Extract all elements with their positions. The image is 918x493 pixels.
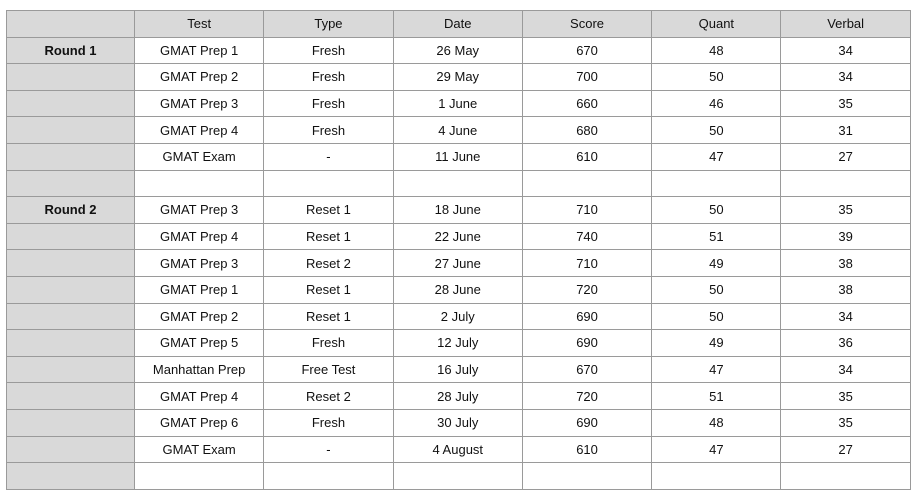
cell-type[interactable]: Reset 2 bbox=[264, 250, 393, 277]
row-label-cell[interactable] bbox=[7, 90, 135, 117]
cell-verbal[interactable]: 27 bbox=[781, 436, 910, 463]
cell-quant[interactable]: 50 bbox=[652, 276, 781, 303]
cell-verbal[interactable] bbox=[781, 463, 910, 490]
row-label-cell[interactable]: Round 2 bbox=[7, 197, 135, 224]
cell-date[interactable]: 12 July bbox=[393, 330, 522, 357]
cell-score[interactable]: 690 bbox=[522, 409, 651, 436]
cell-date[interactable]: 28 June bbox=[393, 276, 522, 303]
row-label-cell[interactable] bbox=[7, 356, 135, 383]
table-row bbox=[7, 143, 911, 170]
cell-test[interactable]: GMAT Prep 1 bbox=[135, 276, 264, 303]
table-row bbox=[7, 90, 911, 117]
scores-table bbox=[6, 10, 911, 490]
cell-score[interactable]: 740 bbox=[522, 223, 651, 250]
header-cell-verbal[interactable]: Verbal bbox=[781, 11, 910, 38]
cell-score[interactable] bbox=[522, 463, 651, 490]
cell-score[interactable]: 710 bbox=[522, 250, 651, 277]
cell-quant[interactable]: 47 bbox=[652, 436, 781, 463]
table-row bbox=[7, 250, 911, 277]
cell-score[interactable]: 690 bbox=[522, 303, 651, 330]
cell-date[interactable]: 1 June bbox=[393, 90, 522, 117]
cell-date[interactable] bbox=[393, 170, 522, 197]
cell-date[interactable]: 30 July bbox=[393, 409, 522, 436]
cell-type[interactable]: Fresh bbox=[264, 330, 393, 357]
row-label-cell[interactable] bbox=[7, 383, 135, 410]
cell-type[interactable]: Reset 1 bbox=[264, 303, 393, 330]
cell-verbal[interactable]: 34 bbox=[781, 37, 910, 64]
cell-verbal[interactable] bbox=[781, 170, 910, 197]
row-label-cell[interactable] bbox=[7, 330, 135, 357]
cell-verbal[interactable]: 31 bbox=[781, 117, 910, 144]
cell-test[interactable]: GMAT Prep 4 bbox=[135, 117, 264, 144]
cell-quant[interactable]: 47 bbox=[652, 356, 781, 383]
cell-verbal[interactable]: 34 bbox=[781, 64, 910, 91]
row-label-cell[interactable] bbox=[7, 117, 135, 144]
cell-quant[interactable]: 51 bbox=[652, 383, 781, 410]
cell-test[interactable]: GMAT Exam bbox=[135, 436, 264, 463]
cell-verbal[interactable]: 38 bbox=[781, 276, 910, 303]
cell-date[interactable]: 27 June bbox=[393, 250, 522, 277]
cell-quant[interactable]: 50 bbox=[652, 303, 781, 330]
cell-type[interactable]: - bbox=[264, 143, 393, 170]
cell-verbal[interactable]: 35 bbox=[781, 90, 910, 117]
cell-date[interactable]: 11 June bbox=[393, 143, 522, 170]
cell-verbal[interactable]: 36 bbox=[781, 330, 910, 357]
cell-quant[interactable]: 47 bbox=[652, 143, 781, 170]
cell-test[interactable]: GMAT Prep 4 bbox=[135, 223, 264, 250]
cell-type[interactable]: Reset 1 bbox=[264, 223, 393, 250]
cell-date[interactable]: 28 July bbox=[393, 383, 522, 410]
header-cell-score[interactable]: Score bbox=[522, 11, 651, 38]
row-label-cell[interactable] bbox=[7, 436, 135, 463]
cell-date[interactable]: 26 May bbox=[393, 37, 522, 64]
header-cell-corner[interactable] bbox=[7, 11, 135, 38]
cell-test[interactable]: GMAT Prep 1 bbox=[135, 37, 264, 64]
row-label-cell[interactable] bbox=[7, 463, 135, 490]
table-row bbox=[7, 223, 911, 250]
cell-verbal[interactable]: 35 bbox=[781, 383, 910, 410]
header-row bbox=[7, 11, 911, 38]
cell-test[interactable]: GMAT Prep 2 bbox=[135, 64, 264, 91]
cell-date[interactable]: 29 May bbox=[393, 64, 522, 91]
row-label-cell[interactable] bbox=[7, 250, 135, 277]
table-row bbox=[7, 37, 911, 64]
table-row bbox=[7, 197, 911, 224]
cell-score[interactable] bbox=[522, 170, 651, 197]
cell-test[interactable]: GMAT Prep 3 bbox=[135, 90, 264, 117]
cell-date[interactable]: 18 June bbox=[393, 197, 522, 224]
cell-score[interactable]: 710 bbox=[522, 197, 651, 224]
cell-quant[interactable]: 50 bbox=[652, 117, 781, 144]
cell-test[interactable]: GMAT Exam bbox=[135, 143, 264, 170]
cell-date[interactable]: 4 June bbox=[393, 117, 522, 144]
cell-test[interactable]: GMAT Prep 3 bbox=[135, 250, 264, 277]
row-label-cell[interactable] bbox=[7, 223, 135, 250]
cell-verbal[interactable]: 34 bbox=[781, 356, 910, 383]
cell-type[interactable]: Fresh bbox=[264, 64, 393, 91]
cell-type[interactable]: Fresh bbox=[264, 90, 393, 117]
cell-quant[interactable]: 48 bbox=[652, 37, 781, 64]
cell-verbal[interactable]: 35 bbox=[781, 197, 910, 224]
table-row bbox=[7, 383, 911, 410]
cell-date[interactable]: 22 June bbox=[393, 223, 522, 250]
cell-date[interactable] bbox=[393, 463, 522, 490]
cell-verbal[interactable]: 27 bbox=[781, 143, 910, 170]
cell-quant[interactable]: 50 bbox=[652, 64, 781, 91]
row-label-cell[interactable]: Round 1 bbox=[7, 37, 135, 64]
cell-score[interactable]: 720 bbox=[522, 276, 651, 303]
cell-date[interactable]: 16 July bbox=[393, 356, 522, 383]
header-cell-quant[interactable]: Quant bbox=[652, 11, 781, 38]
row-label-cell[interactable] bbox=[7, 303, 135, 330]
cell-score[interactable]: 700 bbox=[522, 64, 651, 91]
table-row bbox=[7, 330, 911, 357]
table-row bbox=[7, 64, 911, 91]
cell-verbal[interactable]: 38 bbox=[781, 250, 910, 277]
cell-verbal[interactable]: 34 bbox=[781, 303, 910, 330]
cell-quant[interactable]: 51 bbox=[652, 223, 781, 250]
cell-test[interactable]: GMAT Prep 2 bbox=[135, 303, 264, 330]
table-row bbox=[7, 170, 911, 197]
table-row bbox=[7, 117, 911, 144]
cell-type[interactable] bbox=[264, 170, 393, 197]
spreadsheet bbox=[6, 10, 910, 490]
row-label-cell[interactable] bbox=[7, 64, 135, 91]
cell-score[interactable]: 670 bbox=[522, 356, 651, 383]
cell-type[interactable]: Fresh bbox=[264, 117, 393, 144]
cell-type[interactable]: Fresh bbox=[264, 409, 393, 436]
cell-score[interactable]: 720 bbox=[522, 383, 651, 410]
row-label-cell[interactable] bbox=[7, 170, 135, 197]
cell-type[interactable]: Reset 2 bbox=[264, 383, 393, 410]
header-cell-date[interactable]: Date bbox=[393, 11, 522, 38]
cell-quant[interactable]: 48 bbox=[652, 409, 781, 436]
cell-quant[interactable] bbox=[652, 170, 781, 197]
cell-test[interactable]: GMAT Prep 3 bbox=[135, 197, 264, 224]
cell-verbal[interactable]: 39 bbox=[781, 223, 910, 250]
cell-quant[interactable] bbox=[652, 463, 781, 490]
cell-quant[interactable]: 49 bbox=[652, 250, 781, 277]
row-label-cell[interactable] bbox=[7, 276, 135, 303]
cell-score[interactable]: 610 bbox=[522, 143, 651, 170]
table-row bbox=[7, 356, 911, 383]
cell-score[interactable]: 660 bbox=[522, 90, 651, 117]
cell-type[interactable] bbox=[264, 463, 393, 490]
cell-quant[interactable]: 49 bbox=[652, 330, 781, 357]
cell-score[interactable]: 690 bbox=[522, 330, 651, 357]
cell-type[interactable]: Reset 1 bbox=[264, 276, 393, 303]
cell-test[interactable]: GMAT Prep 5 bbox=[135, 330, 264, 357]
cell-quant[interactable]: 50 bbox=[652, 197, 781, 224]
cell-date[interactable]: 4 August bbox=[393, 436, 522, 463]
cell-type[interactable]: Fresh bbox=[264, 37, 393, 64]
cell-quant[interactable]: 46 bbox=[652, 90, 781, 117]
cell-type[interactable]: Free Test bbox=[264, 356, 393, 383]
cell-type[interactable]: - bbox=[264, 436, 393, 463]
cell-verbal[interactable]: 35 bbox=[781, 409, 910, 436]
header-cell-test[interactable]: Test bbox=[135, 11, 264, 38]
header-cell-type[interactable]: Type bbox=[264, 11, 393, 38]
cell-test[interactable] bbox=[135, 170, 264, 197]
cell-type[interactable]: Reset 1 bbox=[264, 197, 393, 224]
cell-test[interactable] bbox=[135, 463, 264, 490]
cell-score[interactable]: 670 bbox=[522, 37, 651, 64]
cell-score[interactable]: 680 bbox=[522, 117, 651, 144]
table-row bbox=[7, 303, 911, 330]
row-label-cell[interactable] bbox=[7, 143, 135, 170]
table-body bbox=[7, 37, 911, 489]
table-row bbox=[7, 276, 911, 303]
cell-test[interactable]: GMAT Prep 4 bbox=[135, 383, 264, 410]
cell-test[interactable]: GMAT Prep 6 bbox=[135, 409, 264, 436]
cell-test[interactable]: Manhattan Prep bbox=[135, 356, 264, 383]
cell-date[interactable]: 2 July bbox=[393, 303, 522, 330]
row-label-cell[interactable] bbox=[7, 409, 135, 436]
cell-score[interactable]: 610 bbox=[522, 436, 651, 463]
table-row bbox=[7, 436, 911, 463]
table-row bbox=[7, 463, 911, 490]
table-row bbox=[7, 409, 911, 436]
